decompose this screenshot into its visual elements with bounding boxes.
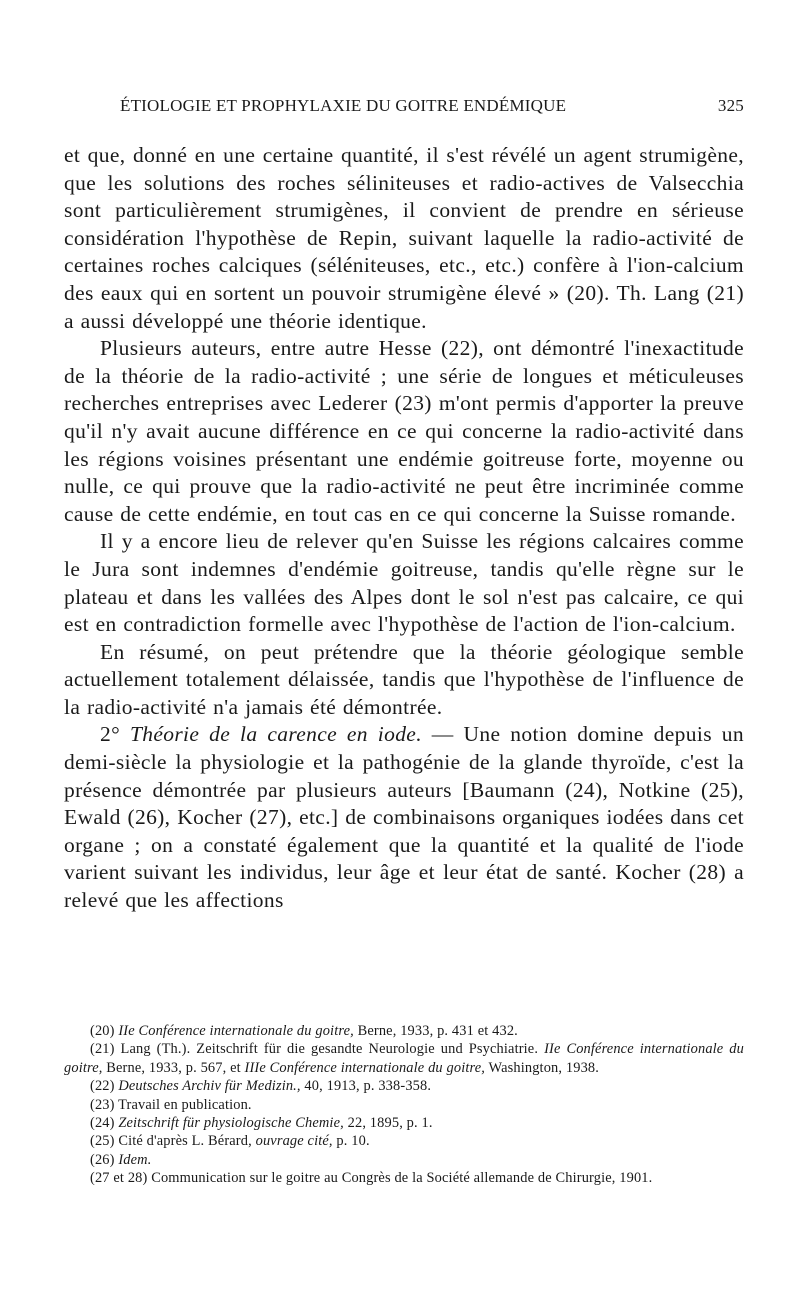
footnote-source: Zeitschrift für physiologische Chemie, bbox=[118, 1115, 344, 1132]
body-text bbox=[64, 142, 744, 915]
footnotes bbox=[64, 1022, 744, 1188]
footnote bbox=[64, 1151, 744, 1169]
footnote bbox=[64, 1040, 744, 1077]
footnote-number: (23) bbox=[90, 1096, 119, 1113]
section-text: — Une notion domine depuis un demi-siècle la physiologie et la pathogénie de la glande thyroïde, c'est la présence démontrée par plusieurs auteurs [Baumann (24), Notkine (25), Ewald (26), Kocher (27), etc.] de combinaisons organiques iodées dans cet organe ; on a constaté également que la quantité et la qualité de l'iode varient suivant les individus, leur âge et leur état de santé. Kocher (28) a relevé que les affections bbox=[64, 722, 744, 913]
footnote-number: (27 et 28) bbox=[90, 1170, 152, 1187]
paragraph-section-heading bbox=[64, 721, 744, 914]
footnote bbox=[64, 1077, 744, 1095]
running-header bbox=[64, 96, 744, 130]
footnote-number: (25) bbox=[90, 1133, 119, 1150]
section-number: 2° bbox=[100, 722, 130, 747]
footnote-text: 22, 1895, p. 1. bbox=[343, 1115, 433, 1132]
page-number: 325 bbox=[717, 96, 744, 115]
footnote bbox=[64, 1114, 744, 1132]
footnote-text: Berne, 1933, p. 431 et 432. bbox=[353, 1023, 518, 1039]
footnote bbox=[64, 1096, 744, 1114]
footnote-text: p. 10. bbox=[332, 1133, 370, 1150]
footnote-text: Washington, 1938. bbox=[485, 1059, 600, 1076]
footnote-text: Berne, 1933, p. 567, et bbox=[102, 1059, 245, 1076]
footnote-source: Idem. bbox=[118, 1151, 152, 1168]
footnote-text: 40, 1913, p. 338-358. bbox=[300, 1078, 432, 1095]
section-heading: Théorie de la carence en iode. bbox=[129, 722, 422, 747]
running-title: ÉTIOLOGIE ET PROPHYLAXIE DU GOITRE ENDÉMIQUE bbox=[120, 96, 567, 115]
paragraph: Il y a encore lieu de relever qu'en Suisse les régions calcaires comme le Jura sont indemnes d'endémie goitreuse, tandis qu'elle règne sur le plateau et dans les vallées des Alpes dont le sol n'est pas calcaire, ce qui est en contradiction formelle avec l'hypothèse de l'action de l'ion-calcium. bbox=[64, 529, 744, 637]
footnote-source: ouvrage cité, bbox=[255, 1133, 333, 1150]
footnote-number: (22) bbox=[90, 1078, 119, 1095]
footnote-text: Travail en publication. bbox=[118, 1096, 252, 1113]
footnote-number: (26) bbox=[90, 1151, 119, 1168]
footnote-text: Lang (Th.). Zeitschrift für die gesandte Neurologie und Psychiatrie. bbox=[120, 1041, 545, 1058]
footnote-text: Communication sur le goitre au Congrès de la Société allemande de Chirurgie, 1901. bbox=[151, 1170, 653, 1187]
footnote-number: (21) bbox=[90, 1041, 121, 1058]
footnote-source: IIe Conférence internationale du goitre, bbox=[118, 1023, 354, 1039]
paragraph: Plusieurs auteurs, entre autre Hesse (22), ont démontré l'inexactitude de la théorie de la radio-activité ; une série de longues et méticuleuses recherches entreprises avec Lederer (23) m'ont permis d'apporter la preuve qu'il n'y avait aucune différence en ce qui concerne la radio-activité dans les régions voisines présentant une endémie goitreuse forte, moyenne ou nulle, ce qui prouve que la radio-activité ne peut être incriminée comme cause de cette endémie, en tout cas en ce qui concerne la Suisse romande. bbox=[64, 336, 744, 526]
footnote bbox=[64, 1022, 744, 1040]
footnote-number: (20) bbox=[90, 1023, 119, 1039]
footnote-source: Deutsches Archiv für Medizin., bbox=[118, 1078, 301, 1095]
book-page bbox=[64, 96, 744, 1187]
footnote-source: IIe Conférence internationale du goitre, bbox=[64, 1041, 744, 1076]
footnote-text: Cité d'après L. Bérard, bbox=[118, 1133, 256, 1150]
footnote-number: (24) bbox=[90, 1115, 119, 1132]
footnote bbox=[64, 1132, 744, 1150]
footnote bbox=[64, 1169, 744, 1187]
footnote-source: IIIe Conférence internationale du goitre, bbox=[244, 1059, 486, 1076]
paragraph: En résumé, on peut prétendre que la théorie géologique semble actuellement totalement délaissée, tandis que l'hypothèse de l'influence de la radio-activité n'a jamais été démontrée. bbox=[64, 639, 744, 719]
paragraph: et que, donné en une certaine quantité, il s'est révélé un agent strumigène, que les solutions des roches séliniteuses et radio-actives de Valsecchia sont particulièrement strumigènes, il convient de prendre en sérieuse considération l'hypothèse de Repin, suivant laquelle la radio-activité de certaines roches calciques (séléniteuses, etc., etc.) confère à l'ion-calcium des eaux qui en sortent un pouvoir strumigène élevé » (20). Th. Lang (21) a aussi développé une théorie identique. bbox=[64, 143, 744, 333]
